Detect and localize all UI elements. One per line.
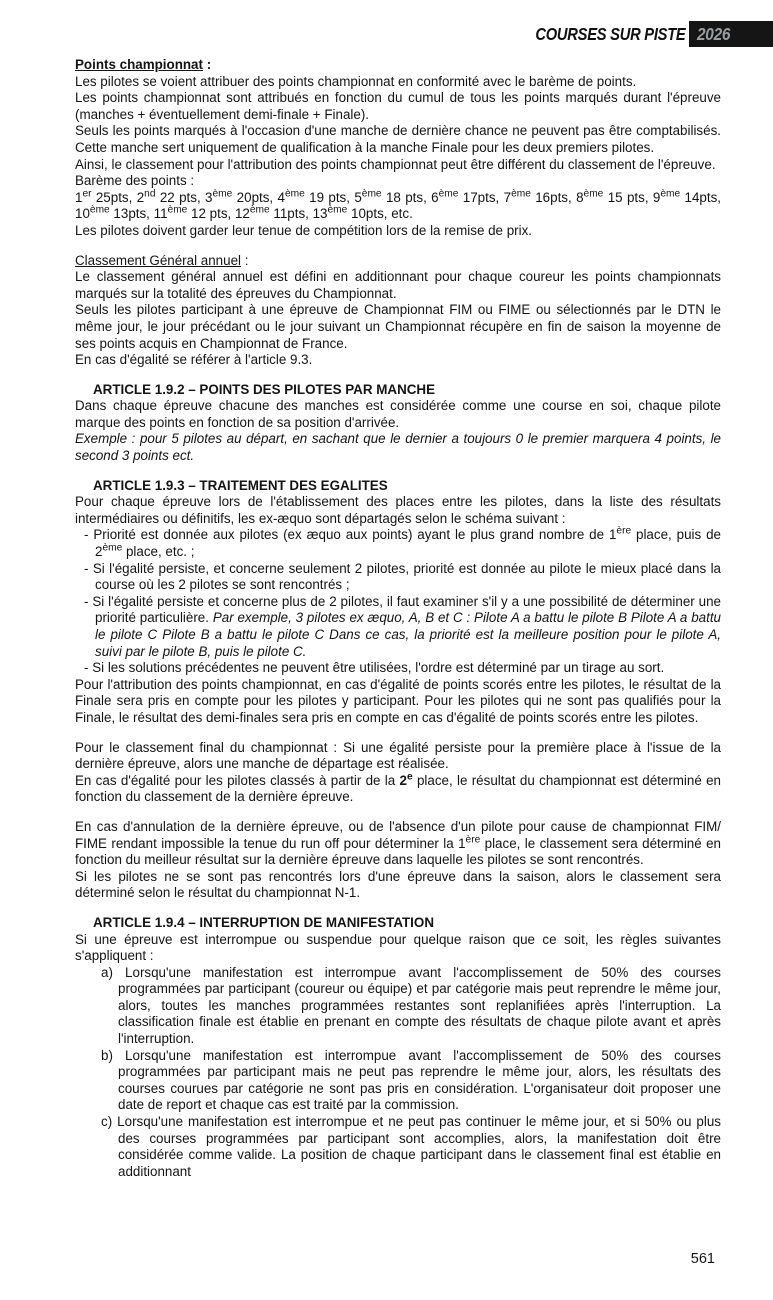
header-title: COURSES SUR PISTE	[534, 23, 686, 44]
page-header	[0, 21, 773, 47]
paragraph: Pour l'attribution des points championnat, en cas d'égalité de points scorés entre les pilotes, le résultat de la Finale sera pris en compte pour les pilotes y participant. Pour les pilotes qui ne sont pas qualifiés pour la Finale, le résultat des demi-finales sera pris en compte en cas d'égalité de points scorés entre les pilotes.	[75, 676, 721, 725]
list-marker: -	[84, 560, 93, 576]
list-item: - Priorité est donnée aux pilotes (ex æquo aux points) ayant le plus grand nombre de 1ère place, puis de 2ème place, etc. ;	[84, 525, 721, 560]
spacer	[75, 806, 721, 819]
paragraph: Si une épreuve est interrompue ou suspendue pour quelque raison que ce soit, les règles suivantes s'appliquent :	[75, 931, 721, 964]
article-heading-1-9-4: ARTICLE 1.9.4 – INTERRUPTION DE MANIFESTATION	[93, 914, 434, 930]
points-scale: 1er 25pts, 2nd 22 pts, 3ème 20pts, 4ème 19 pts, 5ème 18 pts, 6ème 17pts, 7ème 16pts, 8ème 15 pts, 9ème 14pts, 10ème 13pts, 11ème 12 pts, 12ème 11pts, 13ème 10pts, etc.	[75, 188, 721, 222]
paragraph: Les points championnat sont attribués en fonction du cumul de tous les points marqués durant l'épreuve (manches + éventuellement demi-finale + Finale).	[75, 90, 721, 122]
list-marker: -	[84, 527, 94, 543]
paragraph: En cas d'égalité pour les pilotes classés à partir de la 2e place, le résultat du championnat est déterminé en fonction du classement de la dernière épreuve.	[75, 771, 721, 805]
paragraph: Barème des points :	[75, 173, 195, 189]
paragraph: Pour le classement final du championnat : Si une égalité persiste pour la première place à l'issue de la dernière épreuve, alors une manche de départage est réalisée.	[75, 739, 721, 772]
list-item: b) Lorsqu'une manifestation est interrompue avant l'accomplissement de 50% des courses programmées par participant mais ne peut pas reprendre le même jour, alors, les résultats des courses courues par catégorie ne sont pas pris en considération. L'organisateur doit proposer une date de report et chaque cas est traité par la commission.	[101, 1047, 721, 1113]
list-item: - Si les solutions précédentes ne peuvent être utilisées, l'ordre est déterminé par un tirage au sort.	[84, 660, 665, 676]
paragraph: Seuls les points marqués à l'occasion d'une manche de dernière chance ne peuvent pas être comptabilisés. Cette manche sert uniquement de qualification à la manche Finale pour les deux premiers pilotes.	[75, 123, 721, 155]
header-year-box	[689, 21, 773, 47]
list-item: a) Lorsqu'une manifestation est interrompue avant l'accomplissement de 50% des courses programmées par participant (coureur ou équipe) et par catégorie mais peut reprendre le même jour, alors, toutes les manches programmées restantes sont replanifiées après l'interruption. La classification finale est établie en prenant en compte des résultats de chaque pilote avant et après l'interruption.	[101, 964, 721, 1047]
list-marker: b)	[101, 1047, 126, 1063]
section-heading-classement-general: Classement Général annuel :	[75, 252, 249, 268]
page-number: 561	[690, 1251, 715, 1267]
spacer	[75, 369, 721, 382]
paragraph: En cas d'annulation de la dernière épreuve, ou de l'absence d'un pilote pour cause de championnat FIM/ FIME rendant impossible la tenue du run off pour déterminer la 1ère place, le classement sera déterminé en fonction du meilleur résultat sur la dernière épreuve dans laquelle les pilotes se sont rencontrés.	[75, 818, 721, 868]
list-marker: a)	[101, 964, 126, 980]
paragraph: Le classement général annuel est défini en additionnant pour chaque coureur les points championnats marqués sur la totalité des épreuves du Championnat.	[75, 269, 721, 301]
paragraph-example: Exemple : pour 5 pilotes au départ, en sachant que le dernier a toujours 0 le premier marquera 4 points, le second 3 points ect.	[75, 431, 721, 464]
spacer	[75, 465, 721, 478]
spacer	[75, 240, 721, 253]
list-marker: -	[84, 660, 93, 676]
list-marker: c)	[101, 1114, 118, 1130]
list-item: - Si l'égalité persiste, et concerne seulement 2 pilotes, priorité est donnée au pilote le mieux placé dans la course où les 2 pilotes se sont rencontrés ;	[84, 560, 721, 593]
header-year: 2026	[697, 23, 731, 44]
spacer	[75, 727, 721, 740]
paragraph: Ainsi, le classement pour l'attribution des points championnat peut être différent du classement de l'épreuve.	[75, 156, 716, 172]
paragraph: Les pilotes doivent garder leur tenue de compétition lors de la remise de prix.	[75, 222, 533, 238]
paragraph: Les pilotes se voient attribuer des points championnat en conformité avec le barème de points.	[75, 73, 637, 89]
paragraph: Si les pilotes ne se sont pas rencontrés lors d'une épreuve dans la saison, alors le classement sera déterminé selon le résultat du championnat N-1.	[75, 868, 721, 901]
paragraph: Dans chaque épreuve chacune des manches est considérée comme une course en soi, chaque pilote marque des points en fonction de sa position d'arrivée.	[75, 398, 721, 430]
section-heading-points-championnat: Points championnat :	[75, 57, 212, 72]
spacer	[75, 902, 721, 915]
list-marker: -	[84, 593, 93, 609]
list-item: c) Lorsqu'une manifestation est interrompue et ne peut pas continuer le même jour, et si 50% ou plus des courses programmées par participant sont accomplies, alors, la manifestation doit être considérée comme valide. La position de chaque participant dans le classement final est établie en additionnant	[101, 1114, 721, 1179]
paragraph: En cas d'égalité se référer à l'article 9.3.	[75, 352, 313, 368]
paragraph: Seuls les pilotes participant à une épreuve de Championnat FIM ou FIME ou sélectionnés par le DTN le même jour, le jour précédant ou le jour suivant un Championnat récupère en fin de saison la moyenne de ses points acquis en Championnat de France.	[75, 302, 721, 351]
paragraph: Pour chaque épreuve lors de l'établissement des places entre les pilotes, dans la liste des résultats intermédiaires ou définitifs, les ex-æquo sont départagés selon le schéma suivant :	[75, 494, 721, 526]
article-heading-1-9-3: ARTICLE 1.9.3 – TRAITEMENT DES EGALITES	[93, 477, 388, 493]
article-heading-1-9-2: ARTICLE 1.9.2 – POINTS DES PILOTES PAR MANCHE	[93, 381, 436, 397]
list-item: - Si l'égalité persiste et concerne plus de 2 pilotes, il faut examiner s'il y a une possibilité de déterminer une priorité particulière. Par exemple, 3 pilotes ex æquo, A, B et C : Pilote A a battu le pilote B Pilote A a battu le pilote C Pilote B a battu le pilote C Dans ce cas, la priorité est la meilleure position pour le pilote A, suivi par le pilote B, puis le pilote C.	[84, 593, 721, 659]
document-content	[75, 57, 721, 1180]
